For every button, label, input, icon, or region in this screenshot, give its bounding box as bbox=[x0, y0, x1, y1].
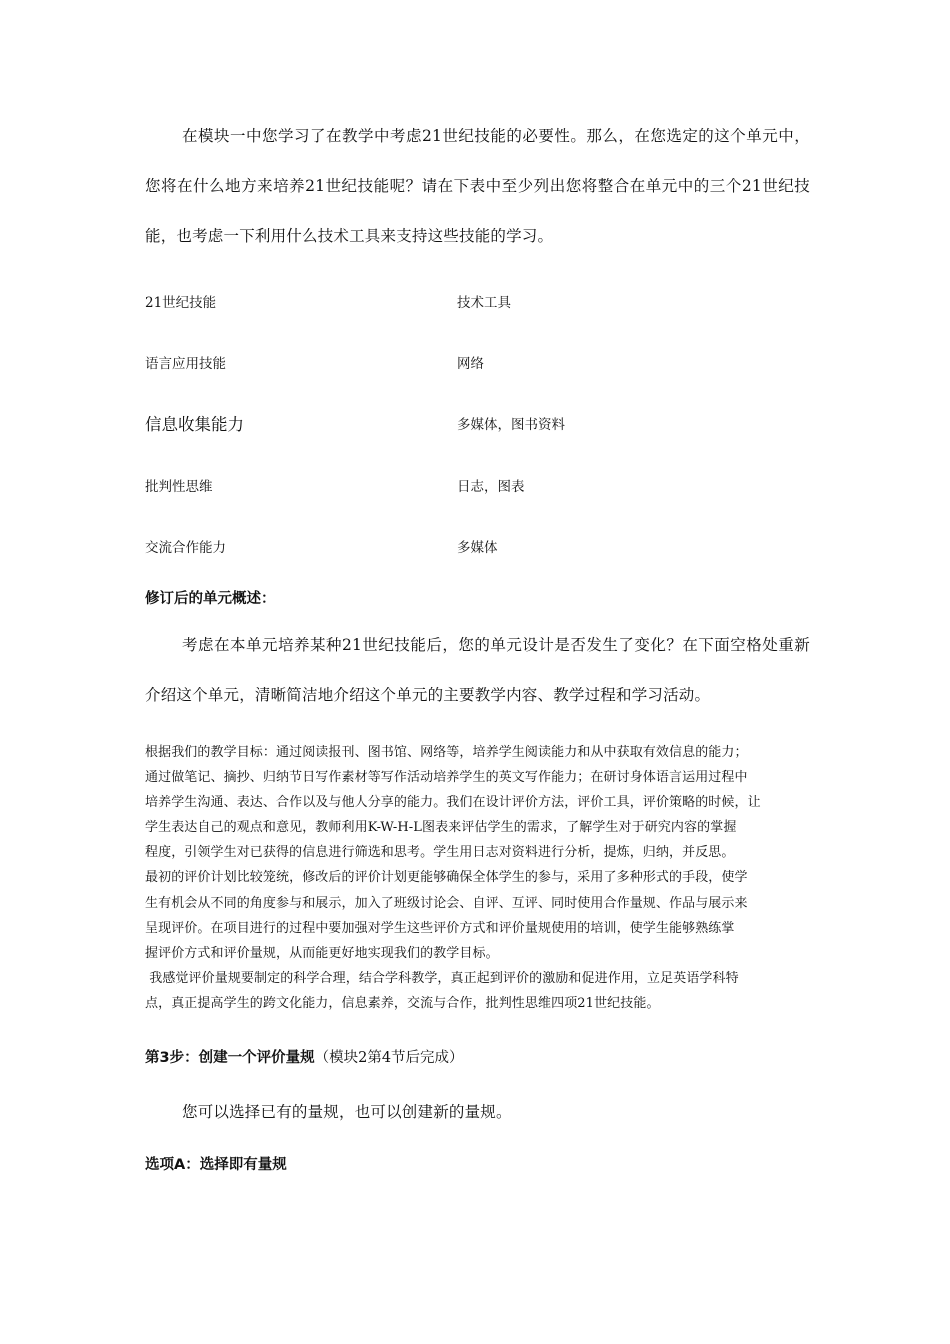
header-tool: 技术工具 bbox=[457, 294, 511, 311]
step3-heading-note: （模块2第4节后完成） bbox=[314, 1050, 464, 1066]
answer-line: 培养学生沟通、表达、合作以及与他人分享的能力。我们在设计评价方法，评价工具，评价策略的时候，让 bbox=[145, 795, 761, 811]
tool-cell: 日志，图表 bbox=[457, 478, 525, 495]
tool-cell: 多媒体，图书资料 bbox=[457, 417, 565, 434]
answer-line: 通过做笔记、摘抄、归纳节日写作素材等写作活动培养学生的英文写作能力；在研讨身体语言运用过程中 bbox=[145, 770, 748, 786]
tool-cell: 多媒体 bbox=[457, 539, 498, 556]
answer-line: 点，真正提高学生的跨文化能力，信息素养，交流与合作，批判性思维四项21世纪技能。 bbox=[145, 995, 660, 1011]
skills-table bbox=[145, 270, 810, 576]
table-row bbox=[145, 393, 810, 454]
skill-cell: 信息收集能力 bbox=[145, 415, 244, 435]
tool-cell: 网络 bbox=[457, 355, 484, 372]
answer-line: 我感觉评价量规要制定的科学合理，结合学科教学，真正起到评价的激励和促进作用，立足英语学科特 bbox=[145, 970, 739, 986]
step3-paragraph: 您可以选择已有的量规，也可以创建新的量规。 bbox=[182, 1103, 512, 1121]
option-a-heading: 选项A：选择即有量规 bbox=[145, 1157, 287, 1173]
answer-line: 根据我们的教学目标：通过阅读报刊、图书馆、网络等，培养学生阅读能力和从中获取有效信息的能力； bbox=[145, 745, 748, 760]
skill-cell: 交流合作能力 bbox=[145, 539, 226, 556]
answer-line: 呈现评价。在项目进行的过程中要加强对学生这些评价方式和评价量规使用的培训，使学生能够熟练掌 bbox=[145, 920, 735, 936]
revised-overview-heading: 修订后的单元概述： bbox=[145, 591, 276, 607]
answer-line: 生有机会从不同的角度参与和展示，加入了班级讨论会、自评、互评、同时使用合作量规、作品与展示来 bbox=[145, 895, 748, 911]
table-header-row bbox=[145, 270, 810, 331]
skill-cell: 批判性思维 bbox=[145, 478, 213, 495]
skill-cell: 语言应用技能 bbox=[145, 355, 226, 372]
answer-line: 程度，引领学生对已获得的信息进行筛选和思考。学生用日志对资料进行分析，提炼，归纳，并反思。 bbox=[145, 845, 735, 861]
revised-overview-prompt: 考虑在本单元培养某种21世纪技能后，您的单元设计是否发生了变化？在下面空格处重新介绍这个单元，清晰简洁地介绍这个单元的主要教学内容、教学过程和学习活动。 bbox=[145, 636, 810, 704]
answer-line: 握评价方式和评价量规，从而能更好地实现我们的教学目标。 bbox=[145, 945, 499, 961]
answer-line: 学生表达自己的观点和意见，教师利用K-W-H-L图表来评估学生的需求，了解学生对于研究内容的掌握 bbox=[145, 820, 737, 836]
intro-paragraph: 在模块一中您学习了在教学中考虑21世纪技能的必要性。那么，在您选定的这个单元中，您将在什么地方来培养21世纪技能呢？请在下表中至少列出您将整合在单元中的三个21世纪技能，也考虑一下利用什么技术工具来支持这些技能的学习。 bbox=[145, 127, 810, 245]
answer-line: 最初的评价计划比较笼统，修改后的评价计划更能够确保全体学生的参与，采用了多种形式的手段，使学 bbox=[145, 870, 748, 886]
table-row bbox=[145, 515, 810, 576]
step3-heading bbox=[145, 1046, 464, 1067]
table-row bbox=[145, 331, 810, 392]
revised-overview-answer bbox=[145, 740, 810, 1016]
step3-heading-title: 第3步：创建一个评价量规 bbox=[145, 1050, 315, 1066]
table-row bbox=[145, 454, 810, 515]
header-skill: 21世纪技能 bbox=[145, 294, 217, 311]
